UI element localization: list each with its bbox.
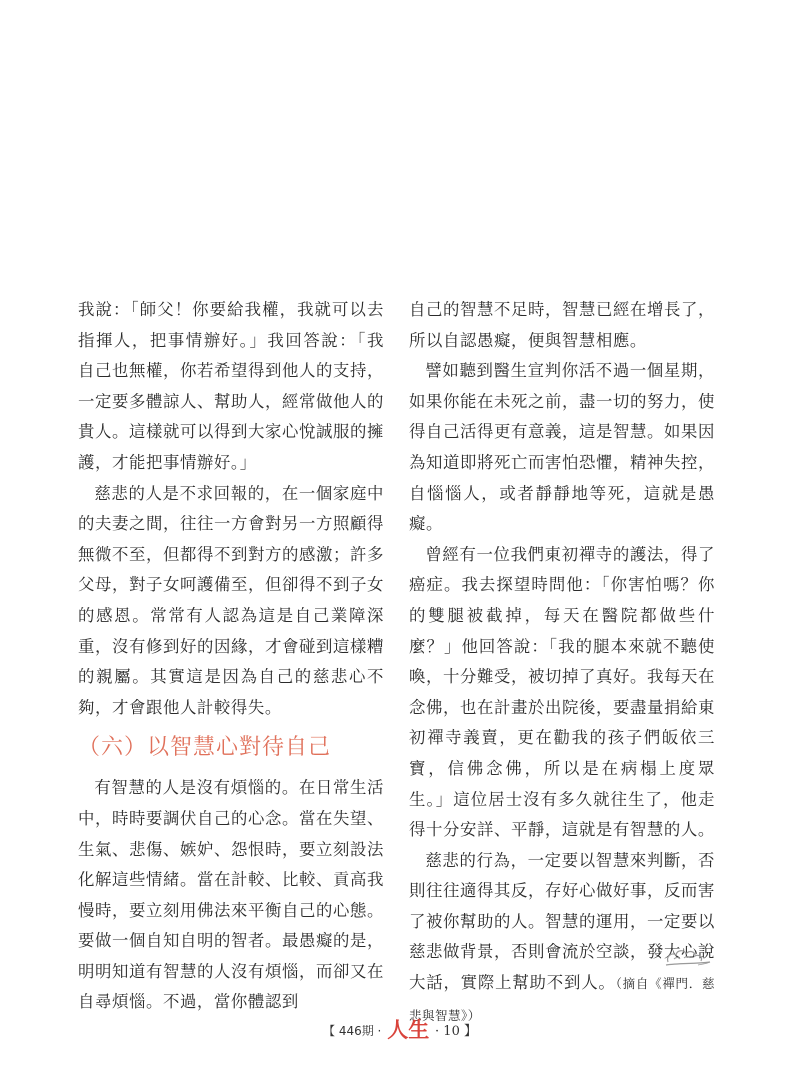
section-heading: （六）以智慧心對待自己: [78, 735, 332, 761]
page-footer: [0, 1018, 800, 1044]
source-note: （摘自《禪門．慈悲與智慧》）: [409, 976, 715, 1023]
issue-label: 【 446期 ·: [323, 1024, 382, 1038]
cloud-ornament-icon: [664, 944, 712, 970]
body-paragraph: [409, 846, 715, 1032]
body-paragraph-text: 慈悲的行為，一定要以智慧來判斷，否則往往適得其反，存好心做好事，反而害了被你幫助的人。智慧的運用，一定要以慈悲做背景，否則會流於空談，發大心說大話，實際上幫助不到人。: [409, 850, 715, 993]
page-number: · 10 】: [435, 1024, 477, 1039]
magazine-logo: 人生: [387, 1017, 430, 1042]
body-paragraph: 譬如聽到醫生宣判你活不過一個星期，如果你能在未死之前，盡一切的努力，使得自己活得更有意義，這是智慧。如果因為知道即將死亡而害怕恐懼，精神失控，自惱惱人，或者靜靜地等死，這就是愚癡。: [409, 361, 715, 534]
body-paragraph: 自己的智慧不足時，智慧已經在增長了，所以自認愚癡，便與智慧相應。: [409, 300, 715, 350]
left-column: [78, 295, 384, 1018]
body-paragraph: 有智慧的人是沒有煩惱的。在日常生活中，時時要調伏自己的心念。當在失望、生氣、悲傷、嫉妒、怨恨時，要立刻設法化解這些情緒。當在計較、比較、貢高我慢時，要立刻用佛法來平衡自己的心態。要做一個自知自明的智者。最愚癡的是，明明知道有智慧的人沒有煩惱，而卻又在自尋煩惱。不過，當你體認到: [78, 778, 384, 1012]
right-column: [409, 295, 715, 1031]
body-paragraph: 我說：「師父！你要給我權，我就可以去指揮人，把事情辦好。」我回答說：「我自己也無權，你若希望得到他人的支持，一定要多體諒人、幫助人，經常做他人的貴人。這樣就可以得到大家心悅誠服的擁護，才能把事情辦好。」: [78, 300, 384, 472]
body-paragraph: 慈悲的人是不求回報的，在一個家庭中的夫妻之間，往往一方會對另一方照顧得無微不至，但都得不到對方的感激；許多父母，對子女呵護備至，但卻得不到子女的感恩。常常有人認為這是自己業障深重，沒有修到好的因緣，才會碰到這樣糟的親屬。其實這是因為自己的慈悲心不夠，才會跟他人計較得失。: [78, 483, 384, 717]
body-paragraph: 曾經有一位我們東初禪寺的護法，得了癌症。我去探望時問他：「你害怕嗎？你的雙腿被截掉，每天在醫院都做些什麼？」他回答說：「我的腿本來就不聽使喚，十分難受，被切掉了真好。我每天在念佛，也在計畫於出院後，要盡量捐給東初禪寺義賣，更在勸我的孩子們皈依三寶，信佛念佛，所以是在病榻上度眾生。」這位居士沒有多久就往生了，他走得十分安詳、平靜，這就是有智慧的人。: [409, 544, 715, 840]
